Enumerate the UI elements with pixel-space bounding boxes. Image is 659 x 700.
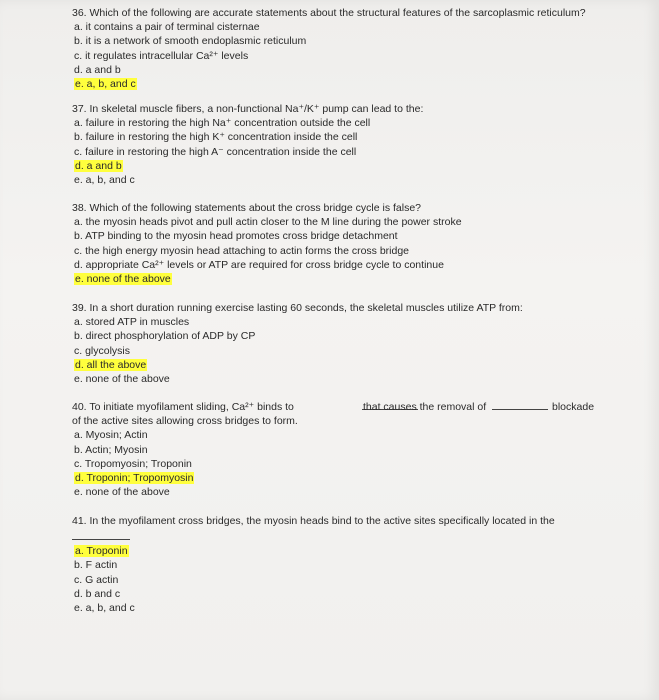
option-c: c. the high energy myosin head attaching to actin forms the cross bridge — [74, 244, 410, 257]
option-a-highlighted: a. Troponin — [75, 545, 128, 558]
option-d-highlighted: d. a and b — [75, 159, 122, 172]
question-text-part3: blockade — [552, 401, 595, 413]
option-a: a. the myosin heads pivot and pull actin closer to the M line during the power stroke — [74, 216, 462, 229]
option-c: c. it regulates intracellular Ca²⁺ levels — [74, 49, 249, 62]
option-a: a. Myosin; Actin — [74, 429, 148, 442]
question-text-part1: 40. To initiate myofilament sliding, Ca²⁺ binds to — [72, 401, 294, 413]
question-text-line1 — [72, 400, 632, 414]
question-text: 38. Which of the following statements about the cross bridge cycle is false? — [72, 202, 422, 214]
question-36 — [72, 6, 632, 91]
option-c: c. glycolysis — [74, 344, 131, 357]
option-a: a. failure in restoring the high Na⁺ concentration outside the cell — [74, 117, 371, 130]
option-b: b. ATP binding to the myosin head promotes cross bridge detachment — [74, 230, 398, 243]
option-c: c. G actin — [74, 573, 119, 586]
option-a: a. it contains a pair of terminal cisternae — [74, 21, 260, 34]
answer-blank — [72, 530, 130, 540]
question-37 — [72, 102, 632, 187]
option-d-highlighted: d. Troponin; Tropomyosin — [75, 472, 194, 484]
option-b: b. it is a network of smooth endoplasmic reticulum — [74, 35, 307, 48]
option-d: d. a and b — [74, 63, 121, 76]
option-e: e. none of the above — [74, 486, 170, 499]
option-d: d. appropriate Ca²⁺ levels or ATP are required for cross bridge cycle to continue — [74, 258, 444, 271]
option-e-highlighted: e. a, b, and c — [75, 78, 136, 91]
option-b: b. failure in restoring the high K⁺ concentration inside the cell — [74, 131, 358, 144]
option-c: c. Tropomyosin; Troponin — [74, 457, 192, 470]
option-e-highlighted: e. none of the above — [75, 273, 171, 286]
answer-blank-2 — [492, 400, 548, 410]
question-text: 39. In a short duration running exercise lasting 60 seconds, the skeletal muscles utilize ATP from: — [72, 302, 523, 314]
option-e: e. a, b, and c — [74, 174, 135, 187]
option-a: a. stored ATP in muscles — [74, 316, 190, 329]
option-e: e. none of the above — [74, 373, 170, 386]
option-d: d. b and c — [74, 587, 121, 600]
question-40 — [72, 400, 632, 499]
option-c: c. failure in restoring the high A⁻ concentration inside the cell — [74, 145, 357, 158]
question-text: 37. In skeletal muscle fibers, a non-functional Na⁺/K⁺ pump can lead to the: — [72, 103, 424, 115]
question-41 — [72, 514, 632, 615]
option-b: b. direct phosphorylation of ADP by CP — [74, 330, 256, 343]
option-e: e. a, b, and c — [74, 602, 135, 615]
option-b: b. F actin — [74, 559, 118, 572]
answer-blank-row — [72, 528, 632, 544]
option-d-highlighted: d. all the above — [75, 358, 147, 371]
question-text: 41. In the myofilament cross bridges, the myosin heads bind to the active sites specifically located in the — [72, 515, 555, 527]
question-39 — [72, 301, 632, 386]
question-text: 36. Which of the following are accurate statements about the structural features of the sarcoplasmic reticulum? — [72, 7, 586, 19]
option-b: b. Actin; Myosin — [74, 443, 148, 456]
question-text-part2: that causes the removal of — [363, 401, 487, 413]
question-38 — [72, 201, 632, 286]
question-text-line2: of the active sites allowing cross bridges to form. — [72, 415, 298, 428]
